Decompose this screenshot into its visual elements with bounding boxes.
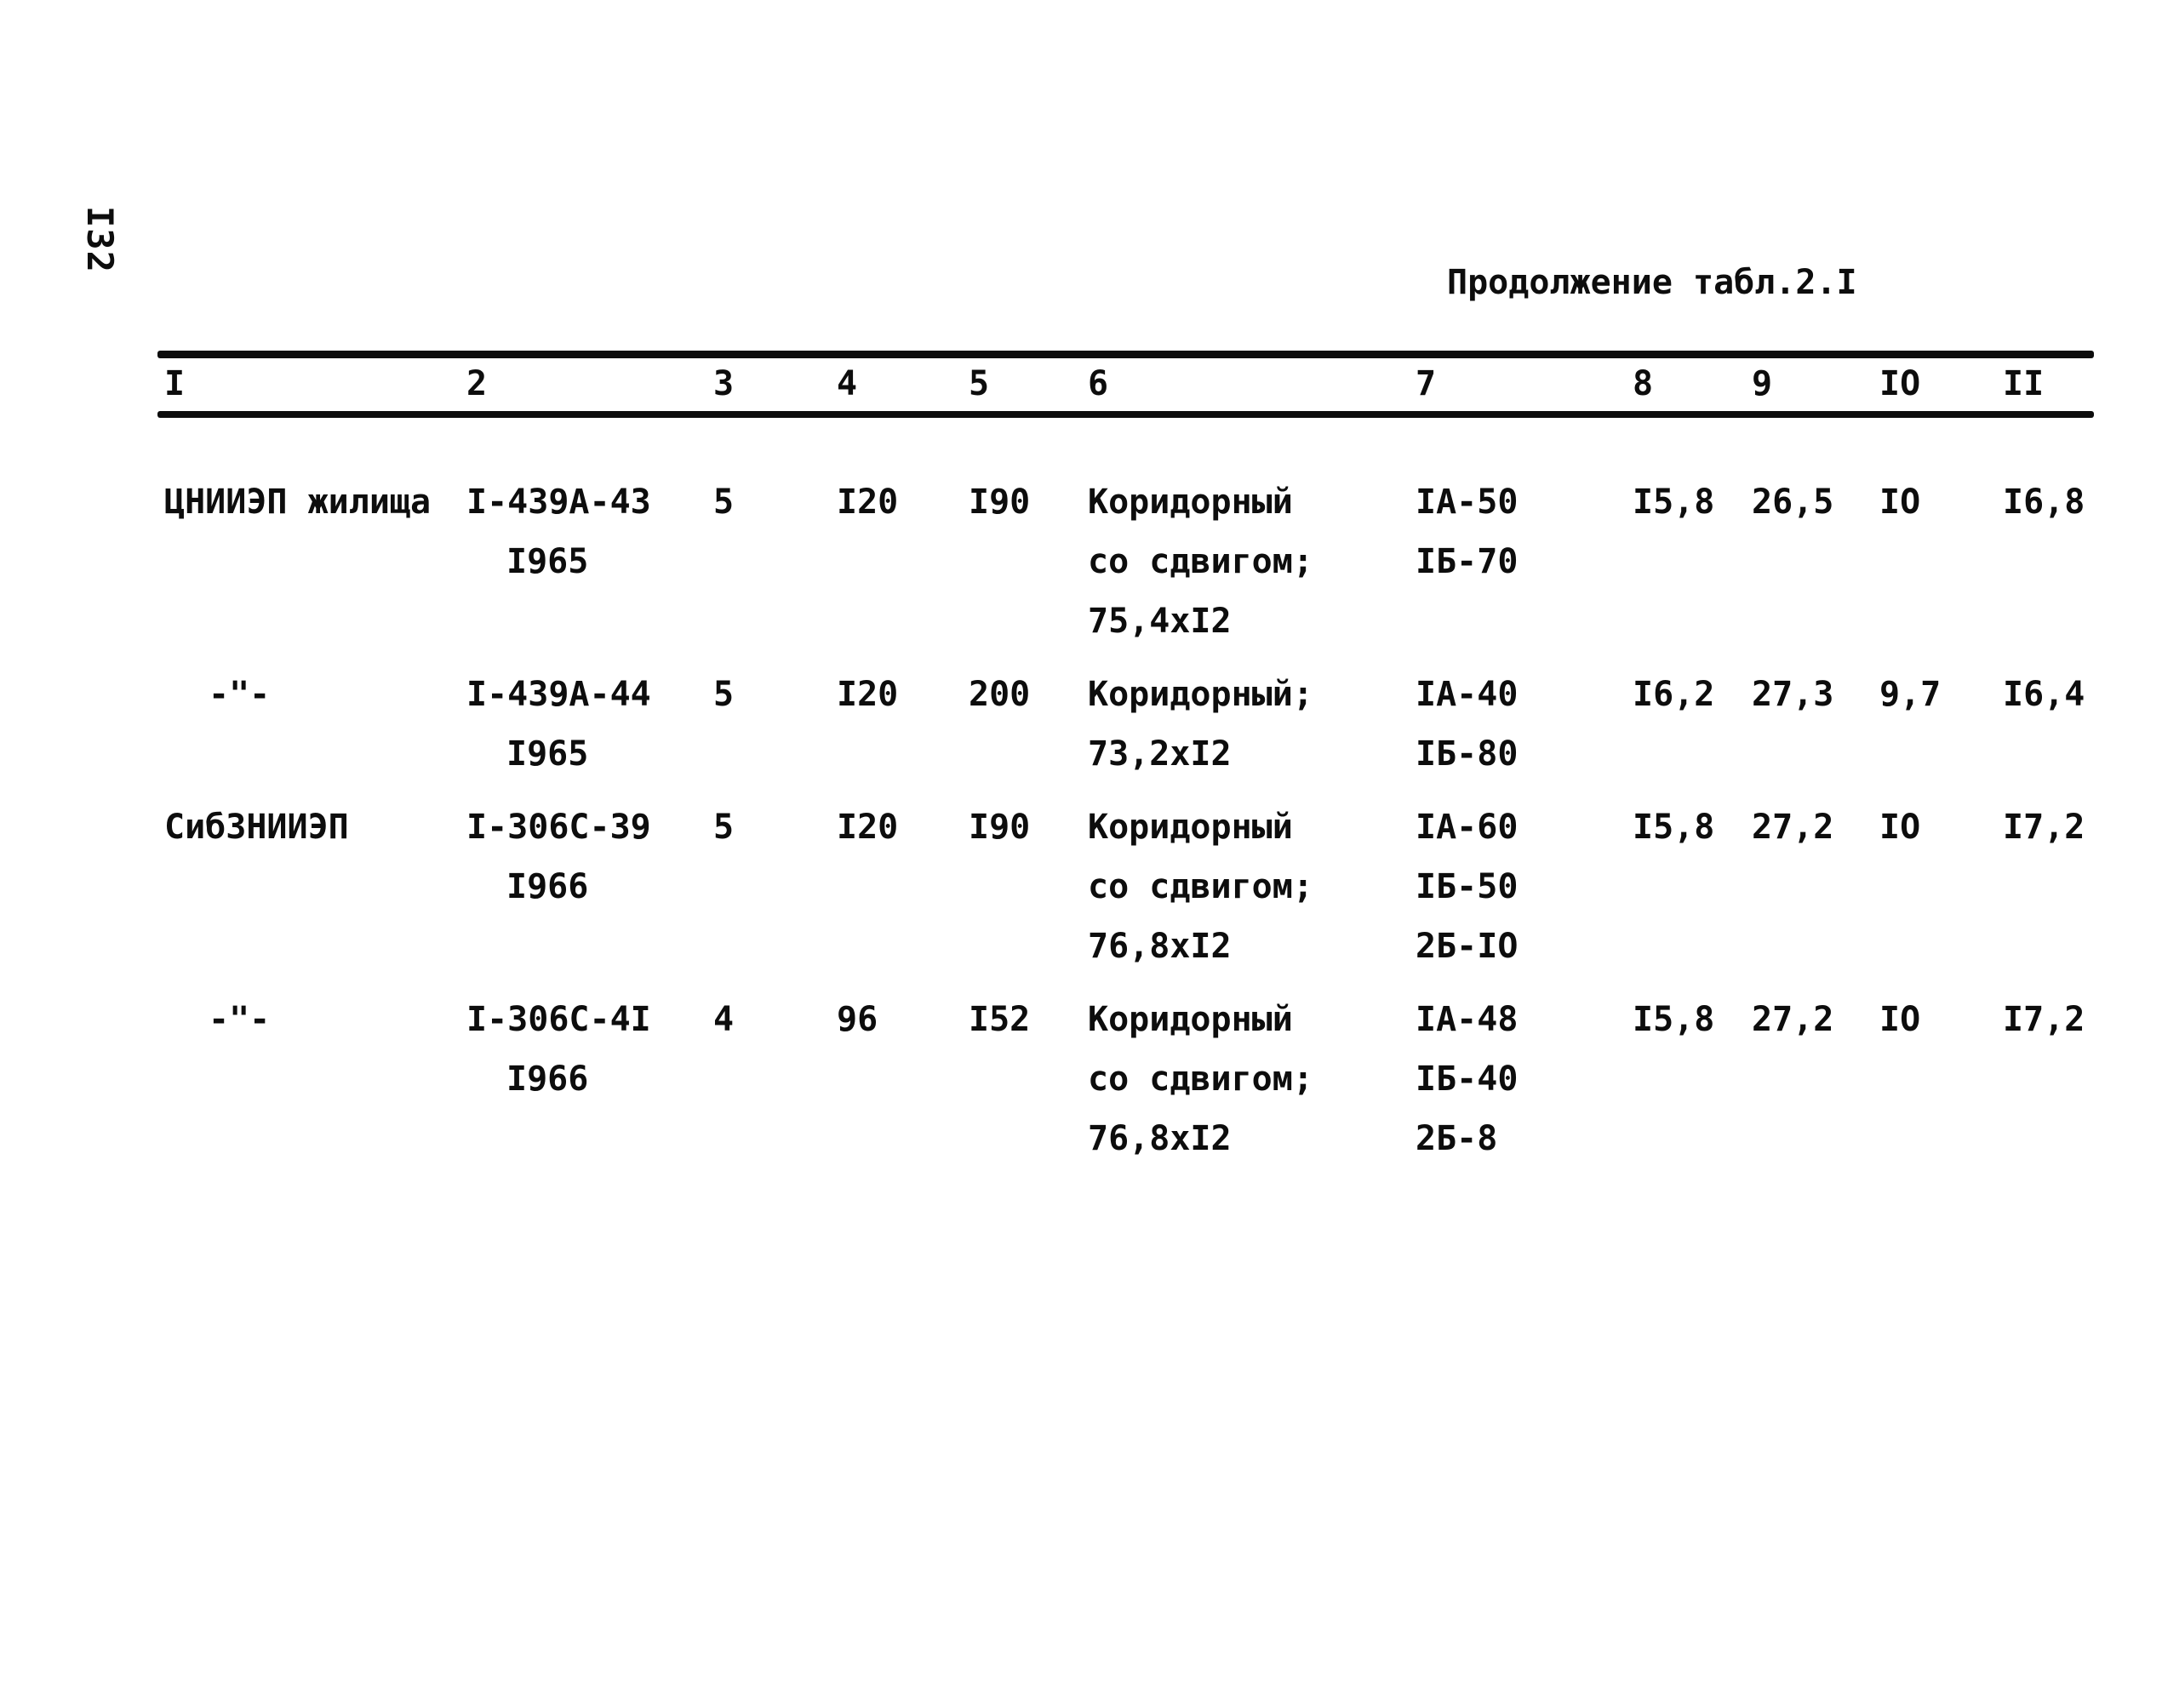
cell-line: 76,8хI2 [1088, 927, 1232, 966]
table-cell [1996, 797, 2094, 976]
table-cell [1626, 665, 1745, 784]
cell-line: 2Б-8 [1416, 1119, 1498, 1158]
table-cell [1873, 472, 1996, 651]
table-cell [1409, 797, 1626, 976]
cell-line: 5 [713, 675, 735, 714]
cell-line: I6,4 [2003, 675, 2085, 714]
table-row [157, 665, 2094, 784]
cell-line: ЦНИИЭП жилища [164, 483, 432, 522]
cell-line: IА-60 [1416, 808, 1519, 847]
table-cell [962, 990, 1081, 1168]
table-row [157, 472, 2094, 651]
data-table [157, 351, 2094, 1182]
cell-line: 9,7 [1879, 675, 1942, 714]
cell-line: 27,2 [1752, 1000, 1834, 1039]
cell-line: I20 [837, 675, 899, 714]
cell-line: I6,2 [1633, 675, 1715, 714]
table-cell [460, 472, 706, 651]
cell-line: I966 [506, 867, 589, 906]
cell-line: I6,8 [2003, 483, 2085, 522]
cell-line: Коридорный; [1088, 675, 1313, 714]
cell-line: 27,2 [1752, 808, 1834, 847]
column-header-10: IO [1879, 364, 1921, 403]
cell-line: 73,2хI2 [1088, 734, 1232, 774]
cell-line: IO [1879, 808, 1921, 847]
page-number: I32 [79, 206, 121, 273]
cell-line: СибЗНИИЭП [164, 808, 349, 847]
cell-line: I52 [969, 1000, 1031, 1039]
table-cell [706, 665, 830, 784]
table-cell [460, 665, 706, 784]
cell-line: IА-50 [1416, 483, 1519, 522]
cell-line: IА-40 [1416, 675, 1519, 714]
table-cell [157, 472, 460, 651]
table-cell [460, 797, 706, 976]
cell-line: Коридорный [1088, 483, 1293, 522]
cell-line: 75,4хI2 [1088, 602, 1232, 641]
table-cell [830, 472, 962, 651]
table-cell [830, 797, 962, 976]
column-header-1: I [164, 364, 186, 403]
cell-line: 5 [713, 483, 735, 522]
cell-line: I965 [506, 734, 589, 774]
cell-line: IБ-70 [1416, 542, 1519, 581]
cell-line: I20 [837, 808, 899, 847]
table-row [157, 990, 2094, 1168]
table-header-row [157, 358, 2094, 411]
cell-line: IБ-40 [1416, 1060, 1519, 1099]
cell-line: 96 [837, 1000, 878, 1039]
table-cell [157, 665, 460, 784]
table-cell [1409, 472, 1626, 651]
table-cell [1745, 665, 1873, 784]
column-header-2: 2 [466, 364, 488, 403]
cell-line: I20 [837, 483, 899, 522]
cell-line: IO [1879, 1000, 1921, 1039]
column-header-3: 3 [713, 364, 735, 403]
cell-line: Коридорный [1088, 808, 1293, 847]
cell-line: Коридорный [1088, 1000, 1293, 1039]
cell-line: -"- [209, 675, 271, 714]
table-cell [460, 990, 706, 1168]
cell-line: 27,3 [1752, 675, 1834, 714]
table-cell [1081, 990, 1409, 1168]
cell-line: 76,8хI2 [1088, 1119, 1232, 1158]
cell-line: 200 [969, 675, 1031, 714]
table-cell [1081, 797, 1409, 976]
cell-line: IБ-50 [1416, 867, 1519, 906]
table-cell [1996, 665, 2094, 784]
cell-line: 26,5 [1752, 483, 1834, 522]
cell-line: I965 [506, 542, 589, 581]
cell-line: со сдвигом; [1088, 867, 1313, 906]
cell-line: IА-48 [1416, 1000, 1519, 1039]
column-header-9: 9 [1752, 364, 1773, 403]
column-header-11: II [2003, 364, 2045, 403]
cell-line: I5,8 [1633, 1000, 1715, 1039]
table-cell [1409, 990, 1626, 1168]
cell-line: I-306С-4I [466, 1000, 651, 1039]
table-cell [962, 797, 1081, 976]
table-cell [1081, 665, 1409, 784]
table-cell [706, 472, 830, 651]
column-header-6: 6 [1088, 364, 1109, 403]
table-cell [157, 990, 460, 1168]
table-cell [1996, 472, 2094, 651]
cell-line: I90 [969, 483, 1031, 522]
table-cell [1626, 472, 1745, 651]
table-cell [157, 797, 460, 976]
table-cell [1626, 990, 1745, 1168]
cell-line: со сдвигом; [1088, 1060, 1313, 1099]
table-cell [1081, 472, 1409, 651]
cell-line: 5 [713, 808, 735, 847]
table-cell [962, 665, 1081, 784]
cell-line: I90 [969, 808, 1031, 847]
table-cell [1745, 990, 1873, 1168]
column-header-4: 4 [837, 364, 858, 403]
table-cell [1409, 665, 1626, 784]
table-cell [1626, 797, 1745, 976]
table-cell [1996, 990, 2094, 1168]
table-cell [706, 990, 830, 1168]
table-cell [830, 665, 962, 784]
table-continuation-title: Продолжение табл.2.I [1447, 263, 1857, 302]
table-cell [1873, 797, 1996, 976]
table-cell [706, 797, 830, 976]
table-cell [1745, 472, 1873, 651]
cell-line: -"- [209, 1000, 271, 1039]
cell-line: со сдвигом; [1088, 542, 1313, 581]
table-row [157, 797, 2094, 976]
table-top-rule [157, 351, 2094, 358]
cell-line: I-306С-39 [466, 808, 651, 847]
cell-line: IБ-80 [1416, 734, 1519, 774]
table-cell [830, 990, 962, 1168]
cell-line: 2Б-IO [1416, 927, 1519, 966]
column-header-7: 7 [1416, 364, 1437, 403]
cell-line: I5,8 [1633, 808, 1715, 847]
cell-line: I-439А-44 [466, 675, 651, 714]
table-cell [1873, 990, 1996, 1168]
table-body [157, 418, 2094, 1168]
cell-line: I966 [506, 1060, 589, 1099]
cell-line: I7,2 [2003, 808, 2085, 847]
column-header-5: 5 [969, 364, 990, 403]
table-cell [962, 472, 1081, 651]
table-header-bottom-rule [157, 411, 2094, 418]
cell-line: I5,8 [1633, 483, 1715, 522]
cell-line: I7,2 [2003, 1000, 2085, 1039]
table-cell [1745, 797, 1873, 976]
cell-line: 4 [713, 1000, 735, 1039]
cell-line: I-439А-43 [466, 483, 651, 522]
cell-line: IO [1879, 483, 1921, 522]
column-header-8: 8 [1633, 364, 1654, 403]
table-cell [1873, 665, 1996, 784]
